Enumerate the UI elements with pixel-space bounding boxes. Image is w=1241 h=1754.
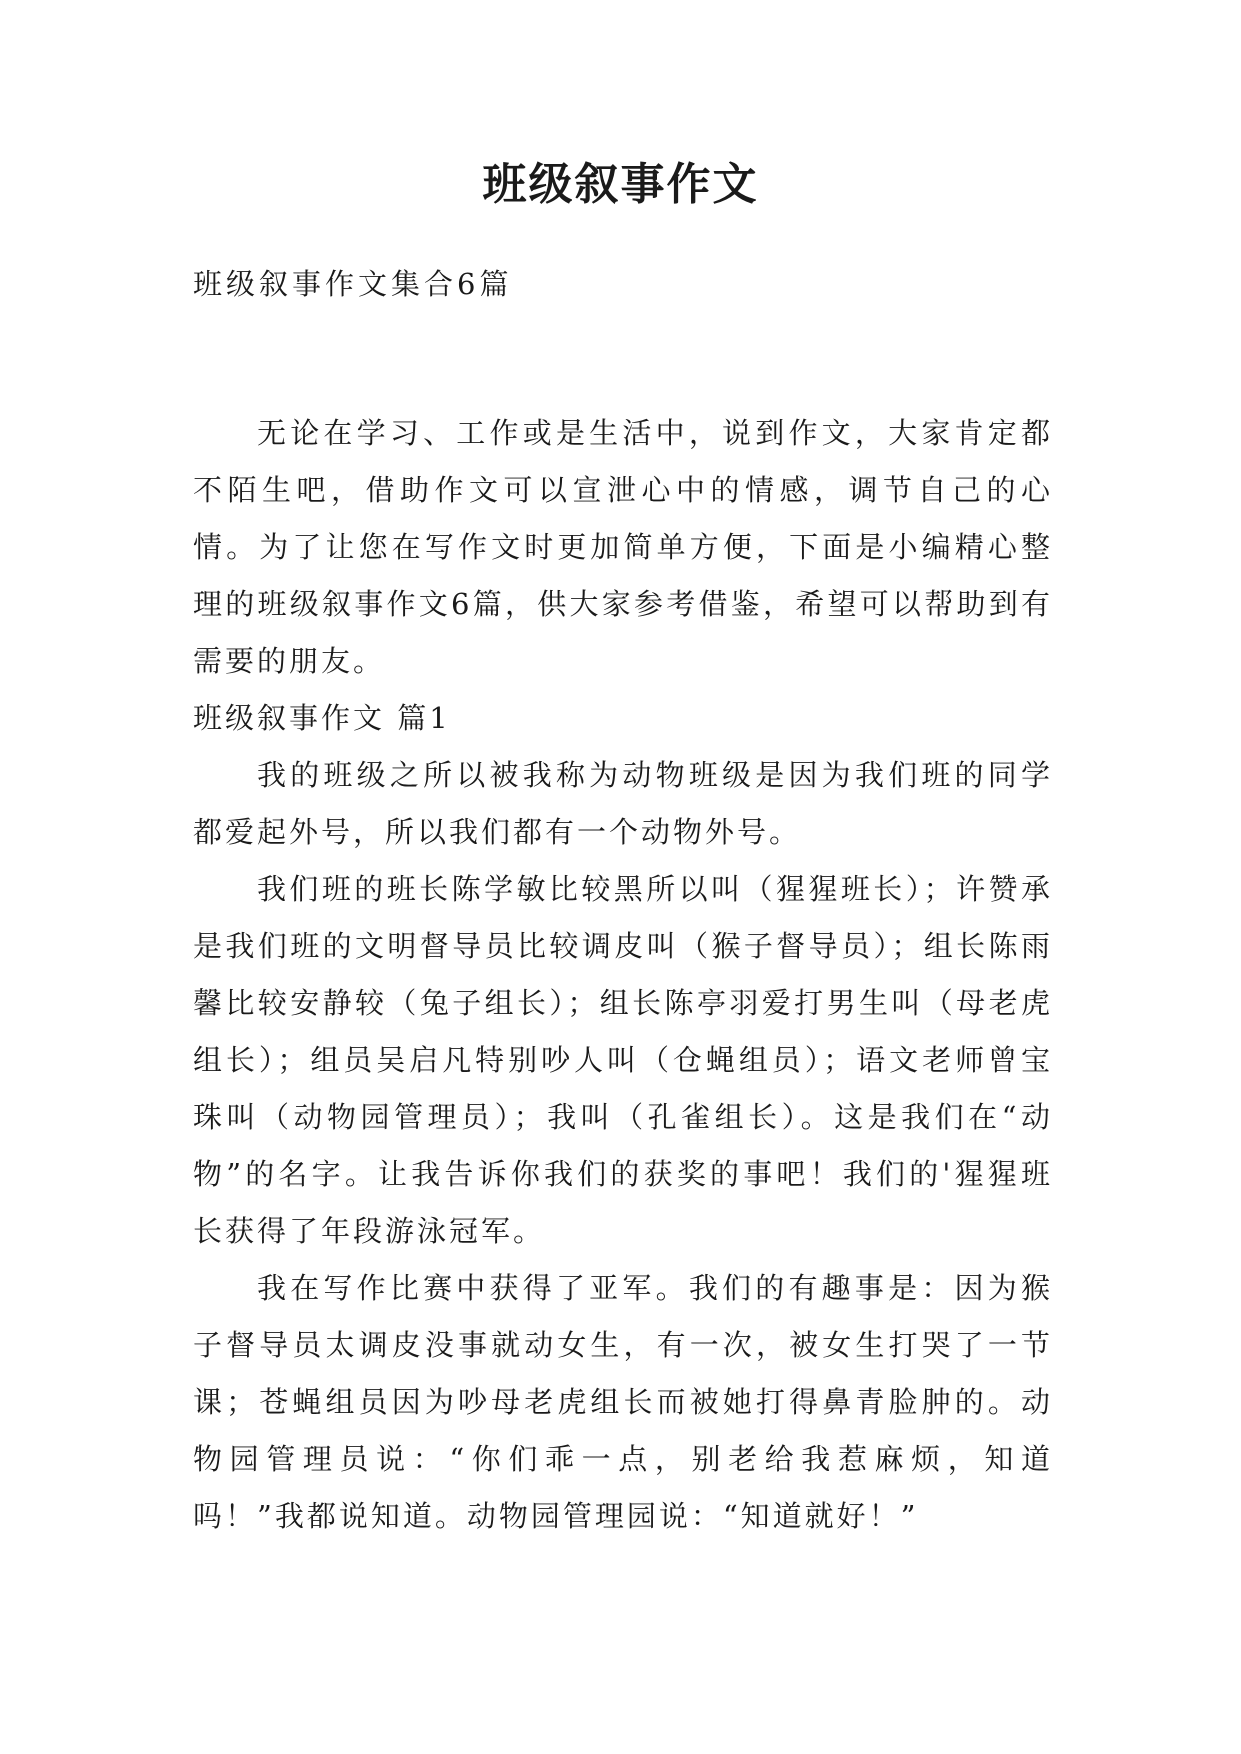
- body-paragraph: 我的班级之所以被我称为动物班级是因为我们班的同学都爱起外号，所以我们都有一个动物外号。: [193, 758, 1053, 849]
- document-subtitle: 班级叙事作文集合6篇: [193, 267, 513, 301]
- body-paragraph: 我在写作比赛中获得了亚军。我们的有趣事是：因为猴子督导员太调皮没事就动女生，有一次，被女生打哭了一节课；苍蝇组员因为吵母老虎组长而被她打得鼻青脸肿的。动物园管理员说：“你们乖一点，别老给我惹麻烦，知道吗！”我都说知道。动物园管理园说：“知道就好！”: [193, 1271, 1053, 1533]
- section-heading: 班级叙事作文 篇1: [193, 701, 451, 735]
- document-title: 班级叙事作文: [482, 159, 759, 210]
- document-body: [193, 405, 1053, 1545]
- intro-paragraph: 无论在学习、工作或是生活中，说到作文，大家肯定都不陌生吧，借助作文可以宣泄心中的情感，调节自己的心情。为了让您在写作文时更加简单方便，下面是小编精心整理的班级叙事作文6篇，供大家参考借鉴，希望可以帮助到有需要的朋友。: [193, 416, 1053, 678]
- body-paragraph: 我们班的班长陈学敏比较黑所以叫（猩猩班长）；许赞承是我们班的文明督导员比较调皮叫（猴子督导员）；组长陈雨馨比较安静较（兔子组长）；组长陈亭羽爱打男生叫（母老虎组长）；组员吴启凡特别吵人叫（仓蝇组员）；语文老师曾宝珠叫（动物园管理员）；我叫（孔雀组长）。这是我们在“动物”的名字。让我告诉你我们的获奖的事吧！我们的'猩猩班长获得了年段游泳冠军。: [193, 872, 1053, 1248]
